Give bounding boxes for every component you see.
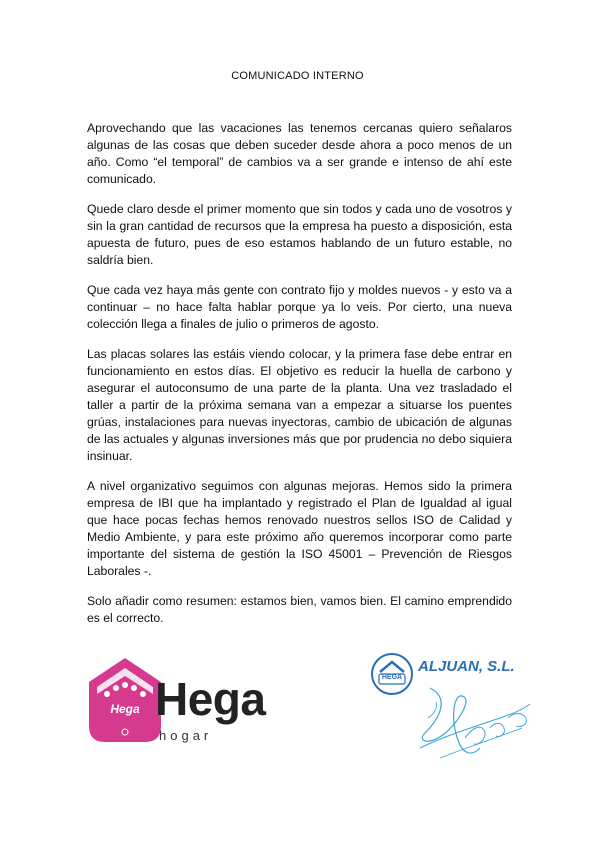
aljuan-company-name: ALJUAN, S.L. — [418, 658, 515, 675]
hega-brand-subtitle: hogar — [159, 728, 213, 743]
hega-logo — [85, 654, 285, 754]
paragraph-6: Solo añadir como resumen: estamos bien, vamos bien. El camino emprendido es el correcto. — [87, 594, 512, 625]
aljuan-logo — [370, 650, 540, 770]
hega-badge-icon — [85, 654, 165, 746]
paragraph-5: A nivel organizativo seguimos con algunas mejoras. Hemos sido la primera empresa de IBI que ha implantado y registrado el Plan de Igualdad al igual que hace pocas fechas hemos renovado nuestros sellos ISO de Calidad y Medio Ambiente, y para este próximo año queremos incorporar como parte importante del sistema de gestión la ISO 45001 – Prevención de Riesgos Laborales -. — [87, 479, 512, 578]
hega-badge-label: Hega — [110, 702, 140, 716]
paragraph-3: Que cada vez haya más gente con contrato fijo y moldes nuevos - y esto va a continuar – no hace falta hablar porque ya lo veis. Por cierto, una nueva colección llega a finales de julio o primeros de agosto. — [87, 283, 512, 331]
hega-brand-name: Hega — [155, 673, 266, 725]
aljuan-stamp-label: HEGA — [381, 674, 403, 681]
paragraph-1: Aprovechando que las vacaciones las tenemos cercanas quiero señalaros algunas de las cosas que deben suceder desde ahora a poco menos de un año. Como “el temporal” de cambios va a ser grande e intenso de ahí este comunicado. — [87, 121, 512, 186]
handwritten-signature — [410, 678, 540, 770]
paragraph-2: Quede claro desde el primer momento que sin todos y cada uno de vosotros y sin la gran cantidad de recursos que la empresa ha puesto a disposición, esta apuesta de futuro, pues de eso estamos hablando de un futuro estable, no saldría bien. — [87, 202, 512, 267]
paragraph-4: Las placas solares las estáis viendo colocar, y la primera fase debe entrar en funcionamiento en estos días. El objetivo es reducir la huella de carbono y asegurar el autoconsumo de una parte de la planta. Una vez trasladado el taller a partir de la próxima semana van a empezar a situarse los puentes grúas, instalaciones para nuevas inyectoras, cambio de ubicación de algunas de las actuales y algunas inversiones más que por prudencia no debo siquiera insinuar. — [87, 347, 512, 463]
document-body — [87, 120, 512, 640]
document-title: COMUNICADO INTERNO — [231, 70, 364, 82]
